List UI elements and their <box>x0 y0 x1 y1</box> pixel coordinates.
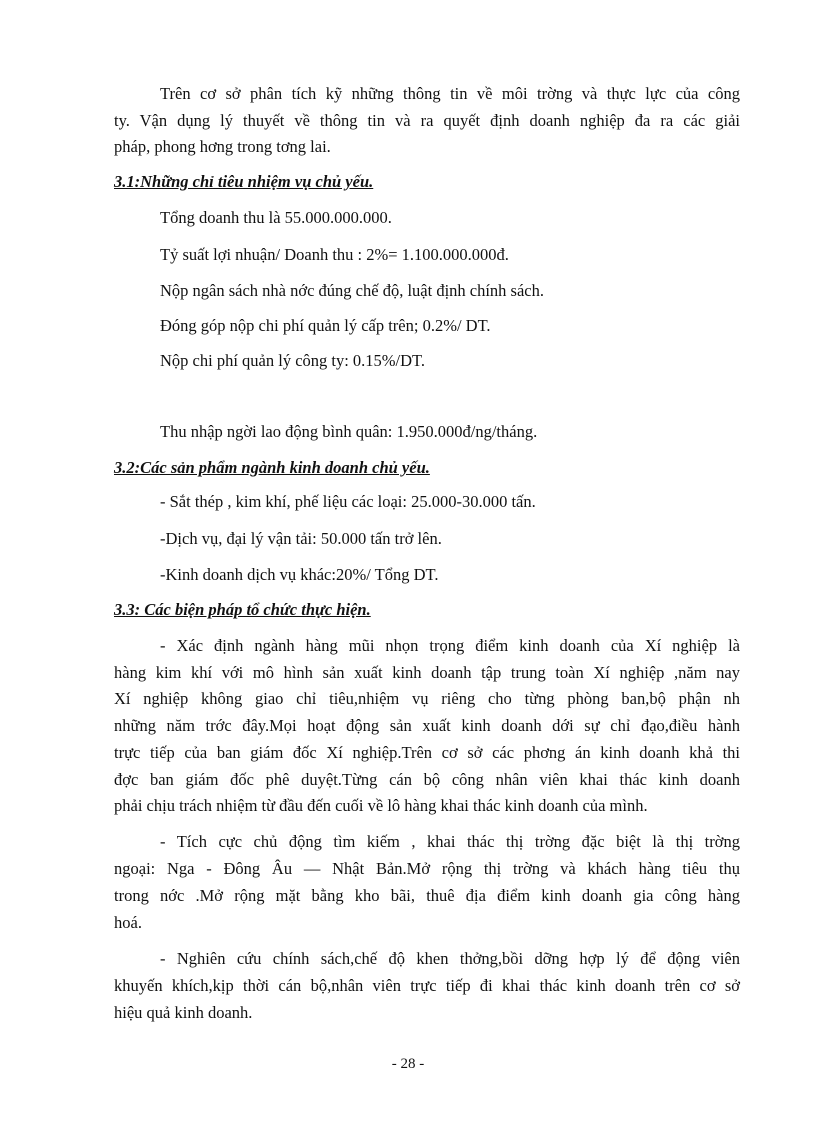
measure3-line: khuyến khích,kịp thời cán bộ,nhân viên trực tiếp đi khai thác kinh doanh trên cơ sở <box>114 976 740 995</box>
measure1-line: - Xác định ngành hàng mũi nhọn trọng điểm kinh doanh của Xí nghiệp là <box>160 636 740 655</box>
measure2-line: trong nớc .Mở rộng mặt bằng kho bãi, thuê địa điểm kinh doanh gia công hàng <box>114 886 740 905</box>
product-item: - Sắt thép , kim khí, phế liệu các loại: 25.000-30.000 tấn. <box>160 492 536 511</box>
measure2-line: hoá. <box>114 913 142 932</box>
measure1-line: những năm trớc đây.Mọi hoạt động sản xuất kinh doanh dới sự chỉ đạo,điều hành <box>114 716 740 735</box>
measure1-line: Xí nghiệp không giao chỉ tiêu,nhiệm vụ riêng cho từng phòng ban,bộ phận nh <box>114 689 740 708</box>
measure3-line: hiệu quả kinh doanh. <box>114 1003 253 1022</box>
intro-line-3: pháp, phong hơng trong tơng lai. <box>114 137 331 156</box>
target-item: Tổng doanh thu là 55.000.000.000. <box>160 208 392 227</box>
section-heading-3-2: 3.2:Các sản phẩm ngành kinh doanh chủ yếu. <box>114 458 430 477</box>
measure1-line: đợc ban giám đốc phê duyệt.Từng cán bộ công nhân viên khai thác kinh doanh <box>114 770 740 789</box>
section-heading-3-1: 3.1:Những chỉ tiêu nhiệm vụ chủ yếu. <box>114 172 374 191</box>
measure1-line: hàng kim khí với mô hình sản xuất kinh doanh tập trung toàn Xí nghiệp ,năm nay <box>114 663 740 682</box>
intro-line-1: Trên cơ sở phân tích kỹ những thông tin về môi trờng và thực lực của công <box>160 84 740 103</box>
target-item: Thu nhập ngời lao động bình quân: 1.950.000đ/ng/tháng. <box>160 422 538 441</box>
product-item: -Dịch vụ, đại lý vận tải: 50.000 tấn trở lên. <box>160 529 442 548</box>
intro-line-2: ty. Vận dụng lý thuyết về thông tin và ra quyết định doanh nghiệp đa ra các giải <box>114 111 740 130</box>
target-item: Đóng góp nộp chi phí quản lý cấp trên; 0.2%/ DT. <box>160 316 491 335</box>
section-heading-3-3: 3.3: Các biện pháp tổ chức thực hiện. <box>114 600 371 619</box>
measure1-line: phải chịu trách nhiệm từ đầu đến cuối về lô hàng khai thác kinh doanh của mình. <box>114 796 648 815</box>
target-item: Nộp ngân sách nhà nớc đúng chế độ, luật định chính sách. <box>160 281 545 300</box>
measure3-line: - Nghiên cứu chính sách,chế độ khen thởng,bồi dỡng hợp lý để động viên <box>160 949 740 968</box>
page-number: - 28 - <box>391 1056 425 1072</box>
measure1-line: trực tiếp của ban giám đốc Xí nghiệp.Trên cơ sở các phơng án kinh doanh khả thi <box>114 743 740 762</box>
product-item: -Kinh doanh dịch vụ khác:20%/ Tổng DT. <box>160 565 439 584</box>
target-item: Nộp chi phí quản lý công ty: 0.15%/DT. <box>160 351 426 370</box>
measure2-line: ngoại: Nga - Đông Âu — Nhật Bản.Mở rộng thị trờng và khách hàng tiêu thụ <box>114 859 740 878</box>
target-item: Tỷ suất lợi nhuận/ Doanh thu : 2%= 1.100.000.000đ. <box>160 245 509 264</box>
measure2-line: - Tích cực chủ động tìm kiếm , khai thác thị trờng đặc biệt là thị trờng <box>160 832 740 851</box>
